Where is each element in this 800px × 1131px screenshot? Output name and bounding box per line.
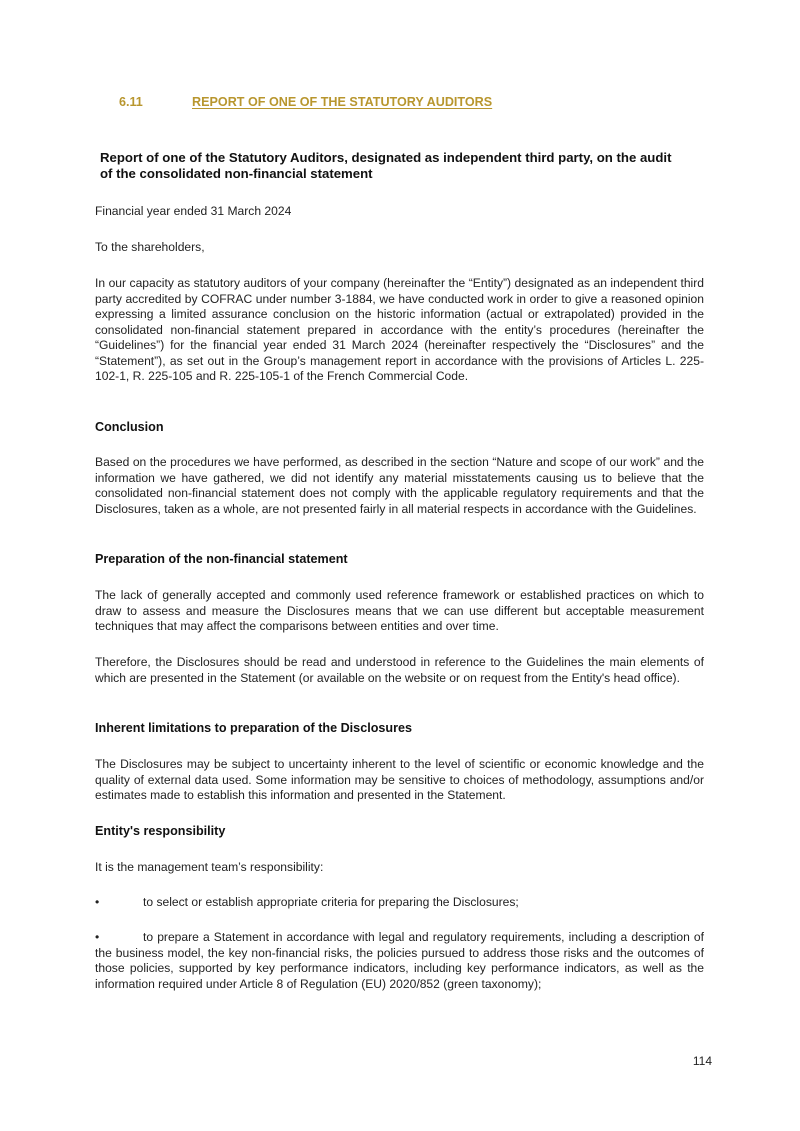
- preparation-paragraph-2-text: Therefore, the Disclosures should be read and understood in reference to the Guidelines the main elements of which are presented in the Statement (or available on the website or on request from the Entity's head office).: [95, 655, 704, 685]
- bullet-symbol: •: [95, 930, 100, 944]
- conclusion-paragraph-text: Based on the procedures we have performed, as described in the section “Nature and scope of our work” and the information we have gathered, we did not identify any material misstatements causing us to believe that the consolidated non-financial statement does not comply with the applicable regulatory requirements and that the Disclosures, taken as a whole, are not presented fairly in all material respects in accordance with the Guidelines.: [95, 455, 704, 516]
- responsibility-bullet-1: [95, 895, 704, 911]
- limitations-paragraph: [95, 757, 704, 804]
- preparation-heading: Preparation of the non-financial statement: [95, 552, 348, 566]
- responsibility-heading: Entity's responsibility: [95, 824, 226, 838]
- section-number: 6.11: [119, 95, 143, 109]
- report-title-line-1: Report of one of the Statutory Auditors, designated as independent third party, on the audit: [100, 150, 672, 165]
- report-title: [100, 150, 700, 182]
- section-title: REPORT OF ONE OF THE STATUTORY AUDITORS: [192, 95, 493, 109]
- limitations-heading: Inherent limitations to preparation of the Disclosures: [95, 721, 412, 735]
- intro-paragraph: [95, 276, 704, 385]
- report-title-line-2: of the consolidated non-financial statement: [100, 166, 373, 181]
- bullet-symbol: •: [95, 895, 100, 909]
- responsibility-intro-text: It is the management team’s responsibility:: [95, 860, 324, 874]
- salutation-line: [95, 240, 704, 256]
- salutation-text: To the shareholders,: [95, 240, 205, 254]
- preparation-paragraph-1: [95, 588, 704, 635]
- bullet-text: to prepare a Statement in accordance with legal and regulatory requirements, including a description of the business model, the key non-financial risks, the policies pursued to address those risks and the outcomes of those policies, supported by key performance indicators, including key performance indicators, as well as the information required under Article 8 of Regulation (EU) 2020/852 (green taxonomy);: [95, 930, 704, 991]
- financial-year-text: Financial year ended 31 March 2024: [95, 204, 292, 218]
- conclusion-paragraph: [95, 455, 704, 517]
- limitations-paragraph-text: The Disclosures may be subject to uncertainty inherent to the level of scientific or economic knowledge and the quality of external data used. Some information may be sensitive to choices of methodology, assumptions and/or estimates made to establish this information and presented in the Statement.: [95, 757, 704, 802]
- responsibility-intro: [95, 860, 704, 876]
- financial-year-line: [95, 204, 704, 220]
- intro-paragraph-text: In our capacity as statutory auditors of your company (hereinafter the “Entity”) designated as an independent third party accredited by COFRAC under number 3-1884, we have conducted work in order to give a reasoned opinion expressing a limited assurance conclusion on the historic information (actual or extrapolated) provided in the consolidated non-financial statement prepared in accordance with the entity’s procedures (hereinafter the “Guidelines”) for the financial year ended 31 March 2024 (hereinafter respectively the “Disclosures” and the “Statement”), as set out in the Group’s management report in accordance with the provisions of Articles L. 225-102-1, R. 225-105 and R. 225-105-1 of the French Commercial Code.: [95, 276, 704, 383]
- preparation-paragraph-1-text: The lack of generally accepted and commonly used reference framework or established practices on which to draw to assess and measure the Disclosures means that we can use different but acceptable measurement techniques that may affect the comparisons between entities and over time.: [95, 588, 704, 633]
- bullet-text: to select or establish appropriate criteria for preparing the Disclosures;: [143, 895, 519, 909]
- conclusion-heading: Conclusion: [95, 420, 164, 434]
- preparation-paragraph-2: [95, 655, 704, 686]
- page-number: 114: [692, 1054, 712, 1068]
- responsibility-bullet-2: [95, 930, 704, 992]
